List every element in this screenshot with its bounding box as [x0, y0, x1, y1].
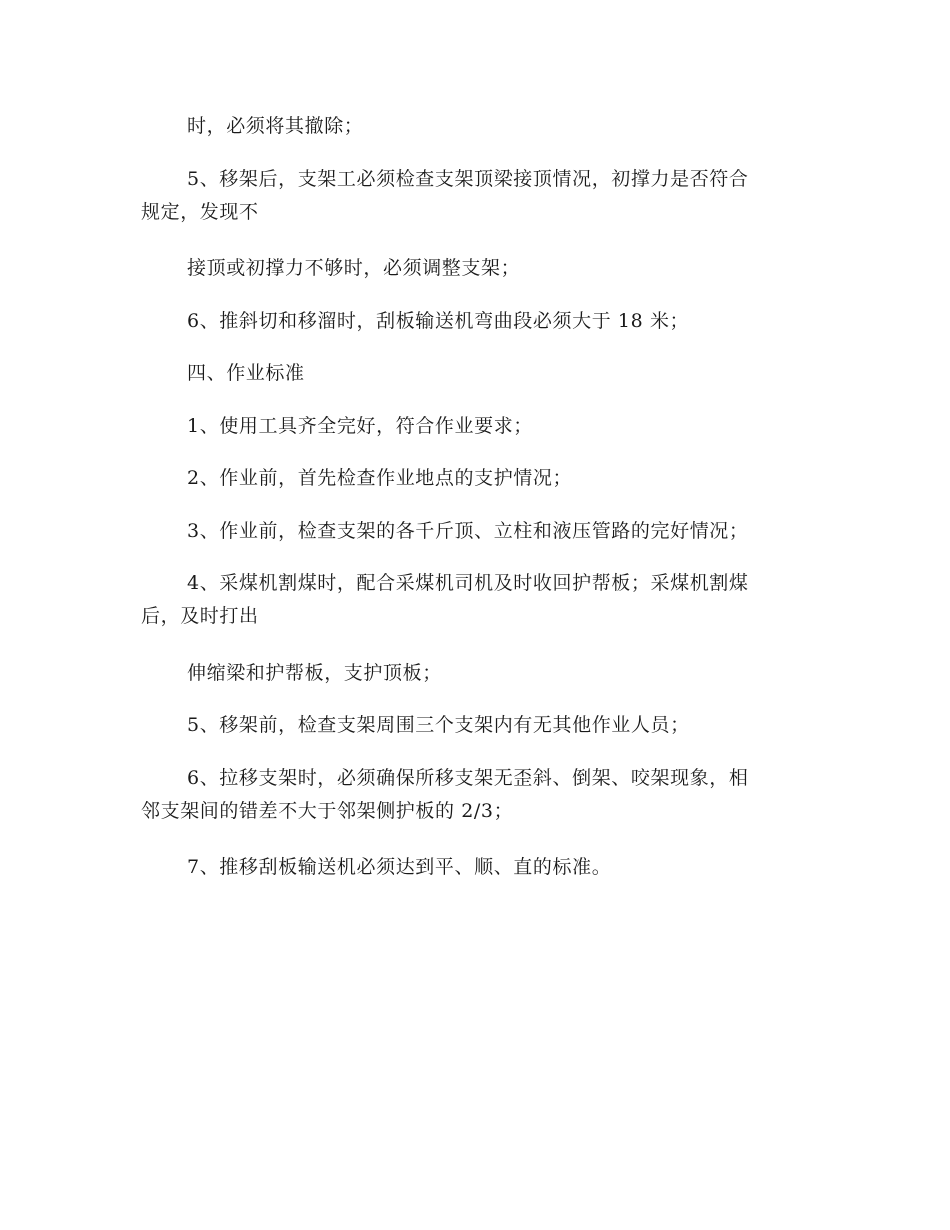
paragraph-12 [141, 762, 816, 828]
paragraph-line: 伸缩梁和护帮板，支护顶板； [187, 662, 442, 684]
paragraph-9 [141, 567, 816, 633]
paragraph-11 [141, 709, 816, 742]
paragraph-line: 邻支架间的错差不大于邻架侧护板的 2/3； [141, 800, 514, 822]
paragraph-line: 5、移架后，支架工必须检查支架顶梁接顶情况，初撑力是否符合 [187, 168, 749, 190]
paragraph-line: 6、拉移支架时，必须确保所移支架无歪斜、倒架、咬架现象，相 [187, 767, 749, 789]
paragraph-line: 接顶或初撑力不够时，必须调整支架； [187, 257, 521, 279]
paragraph-line: 7、推移刮板输送机必须达到平、顺、直的标准。 [187, 856, 612, 878]
paragraph-line: 规定，发现不 [141, 201, 259, 223]
paragraph-line: 1、使用工具齐全完好，符合作业要求； [187, 415, 533, 437]
paragraph-10 [141, 657, 816, 690]
section-heading [141, 357, 816, 390]
paragraph-line: 3、作业前，检查支架的各千斤顶、立柱和液压管路的完好情况； [187, 520, 749, 542]
paragraph-line: 后，及时打出 [141, 605, 259, 627]
paragraph-13 [141, 851, 816, 884]
paragraph-1 [141, 110, 816, 143]
paragraph-line: 5、移架前，检查支架周围三个支架内有无其他作业人员； [187, 714, 690, 736]
paragraph-3 [141, 252, 816, 285]
paragraph-8 [141, 515, 816, 548]
paragraph-7 [141, 462, 816, 495]
paragraph-line: 2、作业前，首先检查作业地点的支护情况； [187, 467, 573, 489]
paragraph-4 [141, 305, 816, 338]
paragraph-6 [141, 410, 816, 443]
paragraph-line: 时，必须将其撤除； [187, 115, 364, 137]
paragraph-2 [141, 163, 816, 229]
paragraph-line: 四、作业标准 [187, 362, 305, 384]
paragraph-line: 4、采煤机割煤时，配合采煤机司机及时收回护帮板；采煤机割煤 [187, 572, 749, 594]
paragraph-line: 6、推斜切和移溜时，刮板输送机弯曲段必须大于 18 米； [187, 310, 690, 332]
